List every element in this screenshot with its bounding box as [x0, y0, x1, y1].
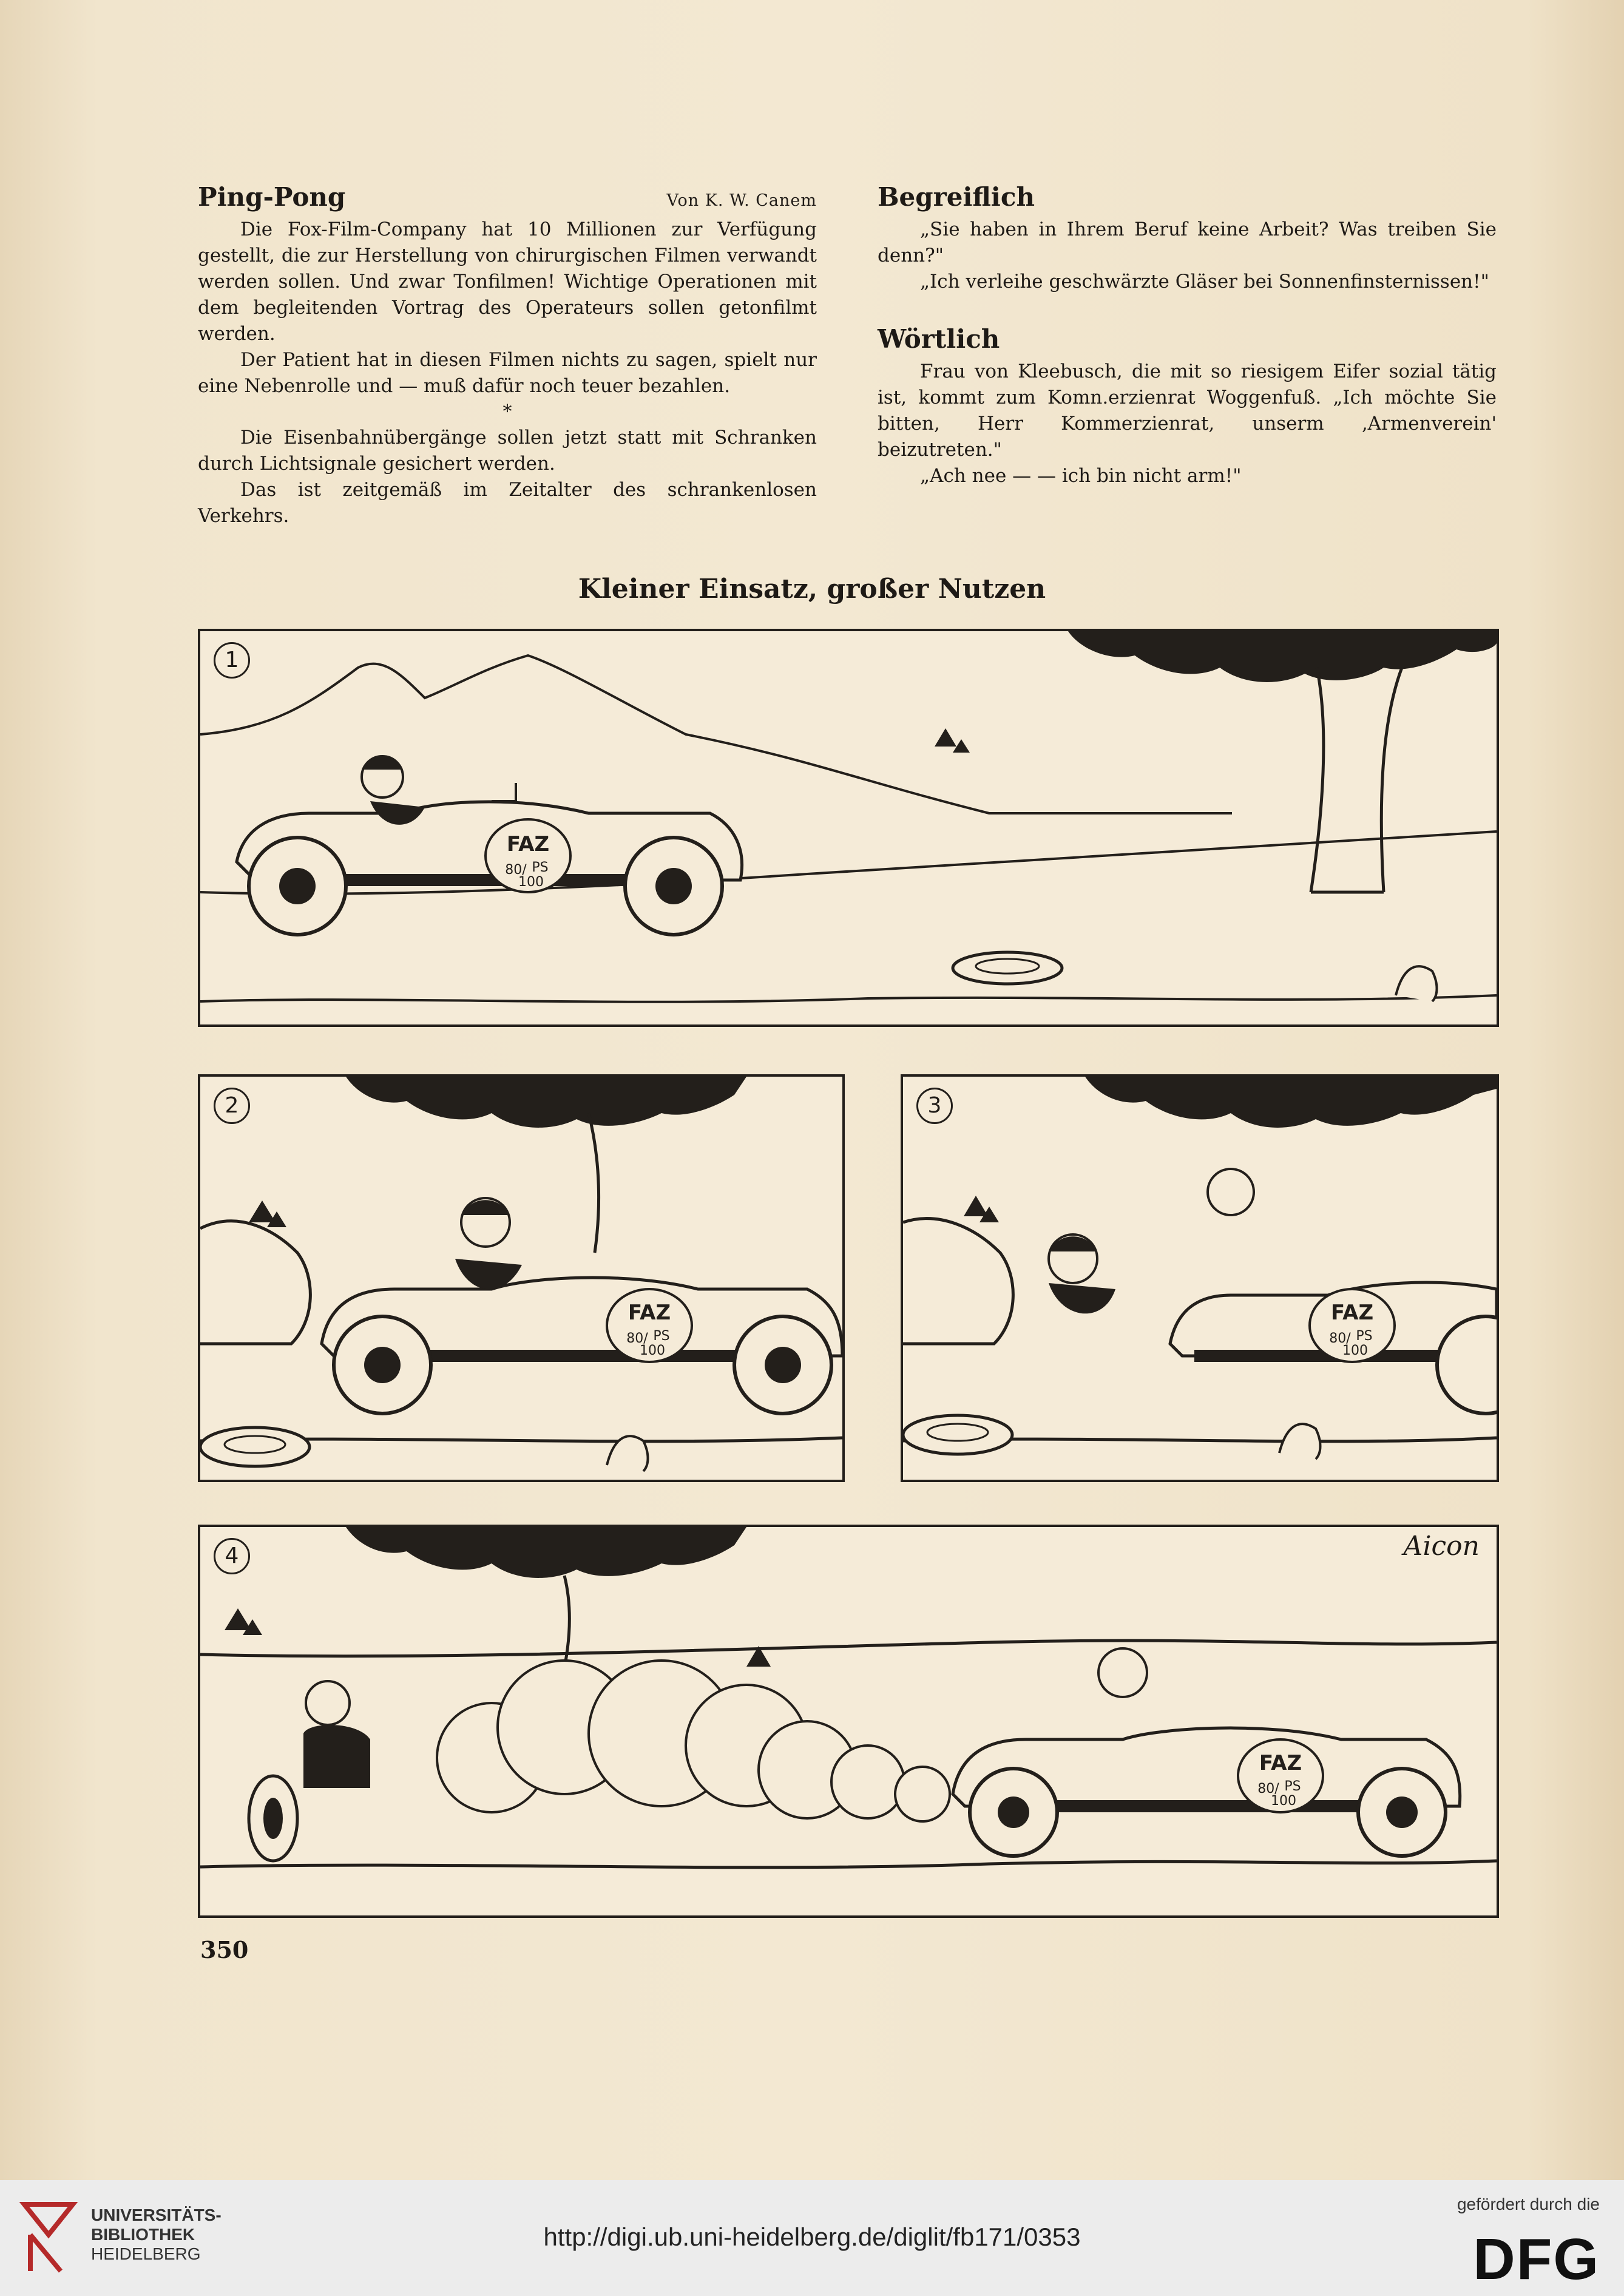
article-column-right — [878, 182, 1497, 489]
car-power: 80/ — [1257, 1781, 1279, 1797]
comic-panel-2 — [198, 1074, 845, 1482]
article-paragraph: Die Eisenbahnübergänge sollen jetzt statt mit Schranken durch Lichtsignale gesichert werden. — [198, 427, 817, 475]
article-paragraph: Die Fox-Film-Company hat 10 Millionen zur Verfügung gestellt, die zur Herstellung von chirurgischen Filmen verwandt werden sollen. Und zwar Tonfilmen! Wichtige Operationen mit dem begleitenden Vortrag des Operateurs sollen getonfilmt werden. — [198, 218, 817, 345]
funding-note: gefördert durch die — [1457, 2195, 1600, 2213]
comic-title: Kleiner Einsatz, großer Nutzen — [578, 574, 1046, 604]
car-power-denominator: 100 — [1342, 1343, 1368, 1358]
car-label: FAZ — [506, 832, 550, 856]
comic-drawing-1 — [200, 631, 1497, 1024]
panel-number: 3 — [916, 1088, 953, 1124]
comic-panel-4 — [198, 1525, 1499, 1918]
panel-number: 1 — [214, 642, 250, 679]
artist-signature: Aicon — [1403, 1531, 1480, 1562]
tire-on-road — [953, 952, 1062, 984]
car-power-denominator: 100 — [1271, 1793, 1296, 1809]
comic-drawing-3 — [903, 1077, 1497, 1480]
article-paragraph: Das ist zeitgemäß im Zeitalter des schrankenlosen Verkehrs. — [198, 479, 817, 527]
car-power-unit: PS — [1284, 1779, 1301, 1794]
article-title: Begreiflich — [878, 182, 1035, 212]
dust-cloud — [437, 1661, 950, 1821]
panel-number: 4 — [214, 1538, 250, 1574]
article-title: Wörtlich — [878, 324, 1000, 354]
car-power: 80/ — [505, 862, 527, 878]
footer-bar — [0, 2180, 1624, 2296]
car-power-denominator: 100 — [640, 1343, 665, 1358]
man-with-tire — [249, 1681, 370, 1861]
article-woertlich — [878, 324, 1497, 489]
article-paragraph: Frau von Kleebusch, die mit so riesigem Eifer sozial tätig ist, kommt zum Komn.erzienrat Woggenfuß. „Ich möchte Sie bitten, Herr Kommerzienrat, unserm ‚Armenverein' beizutreten." — [878, 361, 1497, 461]
comic-drawing-4 — [200, 1527, 1497, 1915]
article-paragraph: Der Patient hat in diesen Filmen nichts zu sagen, spielt nur eine Nebenrolle und — muß dafür noch teuer bezahlen. — [198, 349, 817, 397]
institution-line: HEIDELBERG — [91, 2244, 201, 2263]
comic-drawing-2 — [200, 1077, 842, 1480]
car-illustration-2 — [322, 1198, 842, 1414]
article-title: Ping-Pong — [198, 182, 346, 212]
car-power-denominator: 100 — [518, 875, 544, 890]
section-separator: * — [502, 401, 512, 422]
car-power: 80/ — [626, 1331, 648, 1346]
dfg-logo: DFG — [1473, 2227, 1600, 2292]
car-label: FAZ — [628, 1301, 671, 1325]
car-illustration-3 — [1049, 1169, 1497, 1414]
permalink-url[interactable]: http://digi.ub.uni-heidelberg.de/diglit/fb171/0353 — [543, 2223, 1081, 2251]
car-label: FAZ — [1330, 1301, 1374, 1325]
article-paragraph: „Ach nee — — ich bin nicht arm!" — [920, 465, 1242, 487]
car-power-unit: PS — [1356, 1329, 1373, 1344]
panel-number: 2 — [214, 1088, 250, 1124]
article-byline: Von K. W. Canem — [666, 191, 817, 210]
tire-on-road — [200, 1427, 310, 1466]
comic-panel-1 — [198, 629, 1499, 1027]
car-illustration-1 — [237, 756, 742, 935]
article-begreiflich — [878, 182, 1497, 295]
article-paragraph: „Sie haben in Ihrem Beruf keine Arbeit? Was treiben Sie denn?" — [878, 218, 1497, 266]
institution-line: UNIVERSITÄTS- — [91, 2206, 222, 2224]
car-power-unit: PS — [532, 860, 549, 875]
institution-line: BIBLIOTHEK — [91, 2225, 195, 2244]
article-paragraph: „Ich verleihe geschwärzte Gläser bei Sonnenfinsternissen!" — [920, 271, 1489, 293]
car-power: 80/ — [1329, 1331, 1351, 1346]
car-illustration-4 — [953, 1648, 1460, 1856]
article-ping-pong — [198, 182, 817, 529]
page-number: 350 — [200, 1936, 249, 1963]
car-power-unit: PS — [653, 1329, 670, 1344]
car-label: FAZ — [1259, 1751, 1302, 1775]
comic-panel-3 — [901, 1074, 1499, 1482]
tire-on-road — [903, 1415, 1012, 1454]
